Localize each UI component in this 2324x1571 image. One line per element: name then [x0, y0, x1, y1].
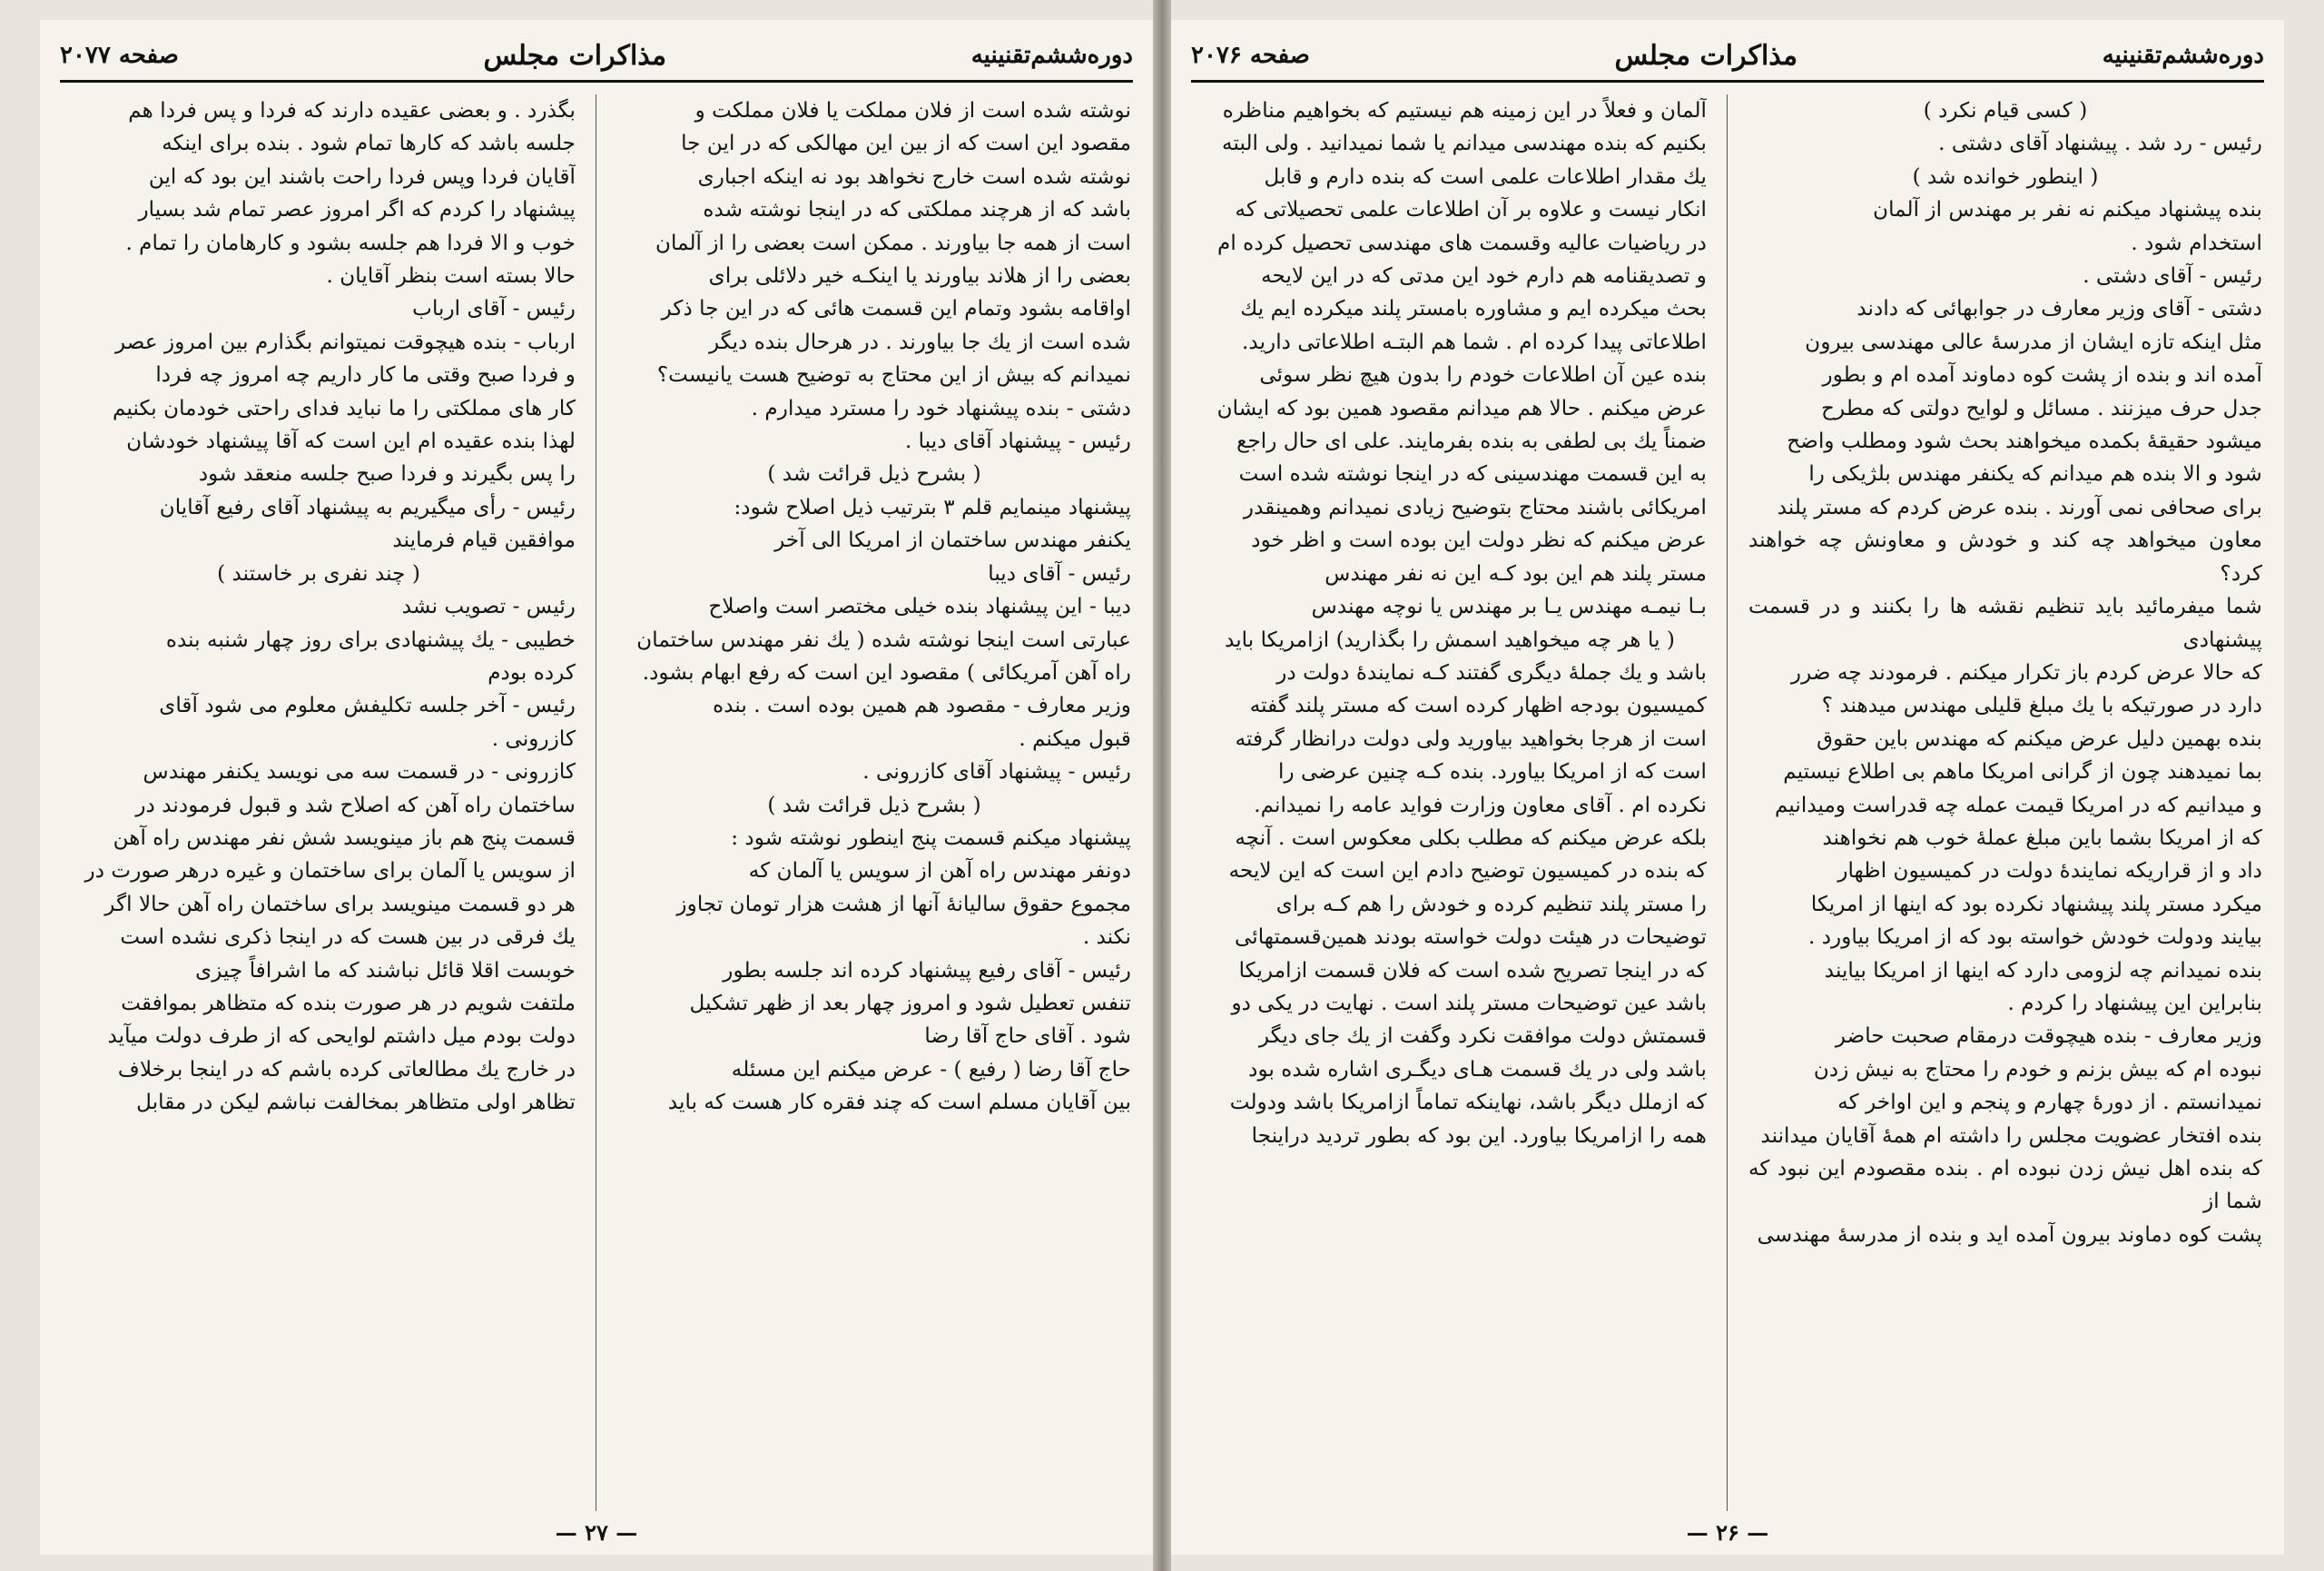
text-line: به این قسمت مهندسینی که در اینجا نوشته شده است: [1238, 461, 1707, 487]
text-line: جدل حرف میزنند . مسائل و لوایح دولتی که مطرح: [1821, 395, 2262, 420]
text-line: خطیبی - یك پیشنهادی برای روز چهار شنبه بنده: [165, 627, 576, 652]
text-line: است از همه جا بیاورند . ممکن است بعضی را از آلمان: [655, 230, 1131, 255]
page-header: [60, 35, 1133, 76]
text-line: بنده پیشنهاد میکنم نه نفر بر مهندس از آلمان: [1873, 197, 2262, 222]
text-line: جلسه باشد که کارها تمام شود . بنده برای اینکه: [162, 131, 576, 156]
text-line: بما نمیدهند چون از گرانی امریکا ماهم بی اطلاع نیستیم: [1783, 759, 2262, 785]
text-column-right: [617, 94, 1131, 1511]
text-line: وزیر معارف - بنده هیچوقت درمقام صحبت حاضر: [1835, 1023, 2262, 1049]
text-line: ملتفت شویم در هر صورت بنده که متظاهر بموافقت: [121, 990, 576, 1015]
text-line: باشد که از هرچند مملکتی که در اینجا نوشته شده: [703, 197, 1131, 222]
text-line: مجموع حقوق سالیانهٔ آنها از هشت هزار تومان تجاوز: [676, 891, 1131, 916]
text-line: رئیس - رد شد . پیشنهاد آقای دشتی .: [1938, 131, 2262, 156]
text-line: حاج آقا رضا ( رفیع ) - عرض میکنم این مسئله: [731, 1056, 1131, 1082]
text-line: آلمان و فعلاً در این زمینه هم نیستیم که بخواهیم مناظره: [1222, 98, 1707, 123]
text-line: عرض میکنم که نظر دولت این بوده است و اظر خود: [1251, 528, 1707, 553]
text-line: حالا بسته است بنظر آقایان .: [326, 263, 576, 289]
text-column-right: [1748, 94, 2262, 1511]
text-line: پیشنهاد را کردم که اگر امروز عصر تمام شد بسیار: [138, 197, 576, 222]
text-line: عبارتی است اینجا نوشته شده ( یك نفر مهندس ساختمان: [636, 627, 1131, 652]
text-line: قسمتش دولت موافقت نکرد وگفت از یك جای دیگر: [1258, 1023, 1707, 1049]
text-line: ( یا هر چه میخواهید اسمش را بگذارید) ازامریکا باید: [1225, 627, 1675, 652]
text-line: رئیس - پیشنهاد آقای کازرونی .: [862, 759, 1131, 785]
text-column-left: [62, 94, 576, 1511]
text-line: کار های مملکتی را ما نباید فدای راحتی خودمان بکنیم: [113, 395, 576, 420]
text-line: دارد در صورتیکه با یك مبلغ قلیلی مهندس میدهند ؟: [1821, 693, 2262, 718]
text-line: امریکائی باشند محتاج بتوضیح زیادی نمیدانم وهمینقدر: [1243, 494, 1707, 519]
text-line: وزیر معارف - مقصود هم همین بوده است . بنده: [713, 693, 1131, 718]
text-line: اواقامه بشود وتمام این قسمت هائی که در این جا ذکر: [661, 296, 1131, 321]
text-line: بلکه عرض میکنم که مطلب بکلی معکوس است . آنچه: [1235, 825, 1707, 850]
text-line: نوشته شده است از فلان مملکت یا فلان مملکت و: [694, 98, 1131, 123]
text-line: مقصود این است که از بین این مهالکی که در این جا: [681, 131, 1131, 156]
text-line: بین آقایان مسلم است که چند فقره کار هست که باید: [667, 1090, 1131, 1115]
header-rule: [1191, 80, 2264, 83]
text-line: ساختمان راه آهن که اصلاح شد و قبول فرمودند در: [135, 792, 576, 817]
text-line: ارباب - بنده هیچوقت نمیتوانم بگذارم بین امروز عصر: [114, 329, 576, 354]
text-line: کازرونی - در قسمت سه می نویسد یکنفر مهندس: [143, 759, 576, 785]
journal-title: مذاکرات مجلس: [1614, 39, 1798, 72]
text-line: و میدانیم که در امریکا قیمت عمله چه قدراست ومیدانیم: [1775, 792, 2262, 817]
text-line: موافقین قیام فرمایند: [392, 528, 576, 553]
text-line: رئیس - آقای رفیع پیشنهاد کرده اند جلسه بطور: [723, 957, 1131, 983]
text-line: نکند .: [1082, 924, 1131, 950]
text-line: شما میفرمائید باید تنظیم نقشه ها را بکنند و در قسمت پیشنهادی: [1748, 594, 2262, 652]
text-line: شده است از یك جا بیاورند . در هرحال بنده دیگر: [709, 329, 1131, 354]
text-line: رئیس - آخر جلسه تکلیفش معلوم می شود آقای: [159, 693, 576, 718]
left-page: [40, 20, 1153, 1555]
text-line: تنفس تعطیل شود و امروز چهار بعد از ظهر تشکیل: [689, 990, 1131, 1015]
text-line: رئیس - رأی میگیریم به پیشنهاد آقای رفیع آقایان: [159, 494, 576, 519]
text-column-left: [1193, 94, 1707, 1511]
text-line: در خارج یك مطالعاتی کرده باشم که در اینجا برخلاف: [117, 1056, 576, 1082]
text-line: بکنیم که بنده مهندسی میدانم یا شما نمیدانید . ولی البته: [1222, 131, 1707, 156]
text-line: دشتی - آقای وزیر معارف در جوابهائی که دادند: [1856, 296, 2262, 321]
text-line: بنابراین این پیشنهاد را کردم .: [2007, 990, 2262, 1015]
text-line: آقایان فردا وپس فردا راحت باشند این بود که این: [148, 163, 576, 189]
text-line: پشت کوه دماوند بیرون آمده اید و بنده از مدرسهٔ مهندسی: [1757, 1221, 2262, 1247]
text-line: را مستر پلند تنظیم کرده و خودش را هم کـه برای: [1275, 891, 1707, 916]
text-line: ( کسی قیام نکرد ): [1923, 98, 2088, 123]
text-line: انکار نیست و علاوه بر آن اطلاعات علمی تحصیلاتی که: [1235, 197, 1707, 222]
text-line: بنده نمیدانم چه لزومی دارد که اینها از امریکا بیایند: [1824, 957, 2262, 983]
text-line: خوبست اقلا قائل نباشند که ما اشرافاً چیزی: [195, 957, 576, 983]
page-header: [1191, 35, 2264, 76]
text-line: قبول میکنم .: [1019, 726, 1131, 751]
text-line: بـا نیمـه مهندس یـا بر مهندس یا نوچه مهندس: [1311, 594, 1707, 619]
text-line: عرض میکنم . حالا هم میدانم مقصود همین بود که ایشان: [1216, 395, 1707, 420]
text-line: در ریاضیات عالیه وقسمت های مهندسی تحصیل کرده ام: [1217, 230, 1707, 255]
text-line: بنده بهمین دلیل عرض میکنم که مهندس باین حقوق: [1817, 726, 2262, 751]
text-line: رئیس - آقای دشتی .: [2083, 263, 2262, 289]
text-line: رئیس - آقای ارباب: [412, 296, 576, 321]
right-page: [1171, 20, 2284, 1555]
text-line: تظاهر اولی متظاهر بمخالفت نباشم لیکن در مقابل: [136, 1090, 576, 1115]
text-line: باشد ولی در یك قسمت هـای دیگـری اشاره شده بود: [1248, 1056, 1707, 1082]
text-line: نوشته شده است خارج نخواهد بود نه اینکه اجباری: [697, 163, 1131, 189]
text-line: که بنده در کمیسیون توضیح دادم این است که این لایحه: [1228, 858, 1707, 884]
text-line: استخدام شود .: [2131, 230, 2262, 255]
text-line: بنده افتخار عضویت مجلس را داشته ام همهٔ آقایان میدانند: [1760, 1122, 2262, 1148]
text-line: باشد عین توضیحات مستر پلند است . نهایت در یکی دو: [1231, 990, 1707, 1015]
text-line: لهذا بنده عقیده ام این است که آقا پیشنهاد خودشان: [126, 429, 576, 454]
page-label: صفحه ۲۰۷۶: [1191, 42, 1310, 69]
text-line: اطلاعاتی پیدا کرده ام . شما هم البتـه اطلاعاتی دارید.: [1242, 329, 1707, 354]
text-line: که ازملل دیگر باشد، نهاینکه تماماً ازامریکا باشد ودولت: [1229, 1090, 1707, 1115]
text-line: را پس بگیرند و فردا صبح جلسه منعقد شود: [198, 461, 576, 487]
text-line: بگذرد . و بعضی عقیده دارند که فردا و پس فردا هم: [128, 98, 576, 123]
text-line: پیشنهاد میکنم قسمت پنج اینطور نوشته شود :: [731, 825, 1131, 850]
text-line: شود و الا بنده هم میدانم که یکنفر مهندس بلژیکی را: [1808, 461, 2262, 487]
page-label: صفحه ۲۰۷۷: [60, 42, 179, 69]
text-line: مستر پلند هم این بود کـه این نه نفر مهندس: [1324, 560, 1707, 586]
text-line: نمیدانستم . از دورهٔ چهارم و پنجم و این اواخر که: [1837, 1090, 2262, 1115]
text-line: و فردا صبح وقتی ما کار داریم چه امروز چه فردا: [155, 362, 576, 388]
text-line: نکرده ام . آقای معاون وزارت فواید عامه را نمیدانم.: [1254, 792, 1707, 817]
text-line: ضمناً یك بی لطفی به بنده بفرمایند. علی ای حال راجع: [1236, 429, 1707, 454]
header-rule: [60, 80, 1133, 83]
session-period: دوره‌ششم‌تقنینیه: [2102, 42, 2264, 69]
text-line: خوب و الا فردا هم جلسه بشود و کارهامان را تمام .: [125, 230, 576, 255]
text-line: پیشنهاد مینمایم قلم ۳ بترتیب ذیل اصلاح شود:: [734, 494, 1131, 519]
text-line: معاون میخواهد چه کند و خودش و معاونش چه خواهند کرد؟: [1748, 528, 2262, 586]
text-line: کرده بودم: [487, 659, 576, 685]
text-line: همه را ازامریکا بیاورد. این بود که بطور تردید دراینجا: [1251, 1122, 1707, 1148]
page-number: — ۲۷ —: [555, 1519, 638, 1546]
text-line: که از امریکا بشما باین مبلغ عملهٔ خوب هم نخواهند: [1822, 825, 2262, 850]
text-line: میشود حقیقهٔ بکمده میخواهند بحث شود ومطلب واضح: [1787, 429, 2262, 454]
text-line: هر دو قسمت مینویسد برای ساختمان راه آهن حالا اگر: [104, 891, 576, 916]
text-line: توضیحات در هیئت دولت خواسته بودند همین‌قسمتهائی: [1234, 924, 1707, 950]
text-line: باشد و یك جملهٔ دیگری گفتند کـه نمایندهٔ دولت در: [1276, 659, 1707, 685]
text-line: نبوده ام که بیش بزنم و خودم را محتاج به نیش زدن: [1813, 1056, 2262, 1082]
text-line: است از هرجا بخواهید بیاورید ولی دولت درانظار گرفته: [1235, 726, 1707, 751]
page-number: — ۲۶ —: [1686, 1519, 1769, 1546]
text-line: دیبا - این پیشنهاد بنده خیلی مختصر است واصلاح: [708, 594, 1131, 619]
text-line: که بنده اهل نیش زدن نبوده ام . بنده مقصودم این نبود که شما از: [1748, 1156, 2262, 1214]
text-line: دونفر مهندس راه آهن از سویس یا آلمان که: [748, 858, 1131, 884]
text-line: میکرد مستر پلند پیشنهاد نکرده بود که اینها از امریکا: [1810, 891, 2262, 916]
text-line: داد و از قراریکه نمایندهٔ دولت در کمیسیون اظهار: [1837, 858, 2262, 884]
text-line: دولت بودم میل داشتم لوایحی که از طرف دولت میآید: [107, 1023, 576, 1049]
binding-gutter: [1153, 0, 1171, 1571]
text-line: از سویس یا آلمان برای ساختمان و غیره درهر صورت در: [84, 858, 576, 884]
text-line: مثل اینکه تازه ایشان از مدرسهٔ عالی مهندسی بیرون: [1805, 329, 2262, 354]
text-line: کمیسیون بودجه اظهار کرده است که مستر پلند گفته: [1249, 693, 1707, 718]
text-line: ( بشرح ذیل قرائت شد ): [767, 461, 981, 487]
text-line: راه آهن آمریکائی ) مقصود این است که رفع ابهام بشود.: [642, 659, 1131, 685]
text-line: رئیس - تصویب نشد: [401, 594, 576, 619]
text-line: نمیدانم که بیش از این محتاج به توضیح هست یانیست؟: [656, 362, 1131, 388]
text-line: و تصدیقنامه هم دارم خود این مدتی که در این لایحه: [1261, 263, 1707, 289]
text-line: یك فرقی در بین هست که در اینجا ذکری نشده است: [120, 924, 576, 950]
text-line: که حالا عرض کردم باز تکرار میکنم . فرمودند چه ضرر: [1790, 659, 2262, 685]
column-divider: [1727, 94, 1728, 1511]
session-period: دوره‌ششم‌تقنینیه: [970, 42, 1133, 69]
text-line: بنده عین آن اطلاعات خودم را بدون هیچ نظر سوئی: [1259, 362, 1707, 388]
text-line: یکنفر مهندس ساختمان از امریکا الی آخر: [774, 528, 1131, 553]
text-line: ( بشرح ذیل قرائت شد ): [767, 792, 981, 817]
text-line: بیایند ودولت خودش خواسته بود که از امریکا بیاورد .: [1807, 924, 2262, 950]
text-line: کازرونی .: [491, 726, 576, 751]
text-line: ( اینطور خوانده شد ): [1912, 163, 2099, 189]
text-line: بعضی را از هلاند بیاورند یا اینکـه خیر دلائلی برای: [708, 263, 1131, 289]
text-line: آمده اند و بنده از پشت کوه دماوند آمده ام و بطور: [1822, 362, 2262, 388]
text-line: قسمت پنج هم باز مینویسد شش نفر مهندس راه آهن: [113, 825, 576, 850]
text-line: ( چند نفری بر خاستند ): [217, 560, 420, 586]
text-line: رئیس - پیشنهاد آقای دیبا .: [904, 429, 1131, 454]
text-line: است که از امریکا بیاورد. بنده کـه چنین عرضی را: [1278, 759, 1707, 785]
text-line: یك مقدار اطلاعات علمی است که بنده دارم و قابل: [1264, 163, 1707, 189]
text-line: رئیس - آقای دیبا: [988, 560, 1131, 586]
journal-title: مذاکرات مجلس: [483, 39, 667, 72]
text-line: شود . آقای حاج آقا رضا: [924, 1023, 1131, 1049]
text-line: که در اینجا تصریح شده است که فلان قسمت ازامریکا: [1238, 957, 1707, 983]
text-line: بحث میکرده ایم و مشاوره بامستر پلند میکرده ایم یك: [1240, 296, 1707, 321]
text-line: برای صحافی نمی آورند . بنده عرض کردم که مستر پلند: [1777, 494, 2262, 519]
text-line: دشتی - بنده پیشنهاد خود را مسترد میدارم .: [751, 395, 1131, 420]
